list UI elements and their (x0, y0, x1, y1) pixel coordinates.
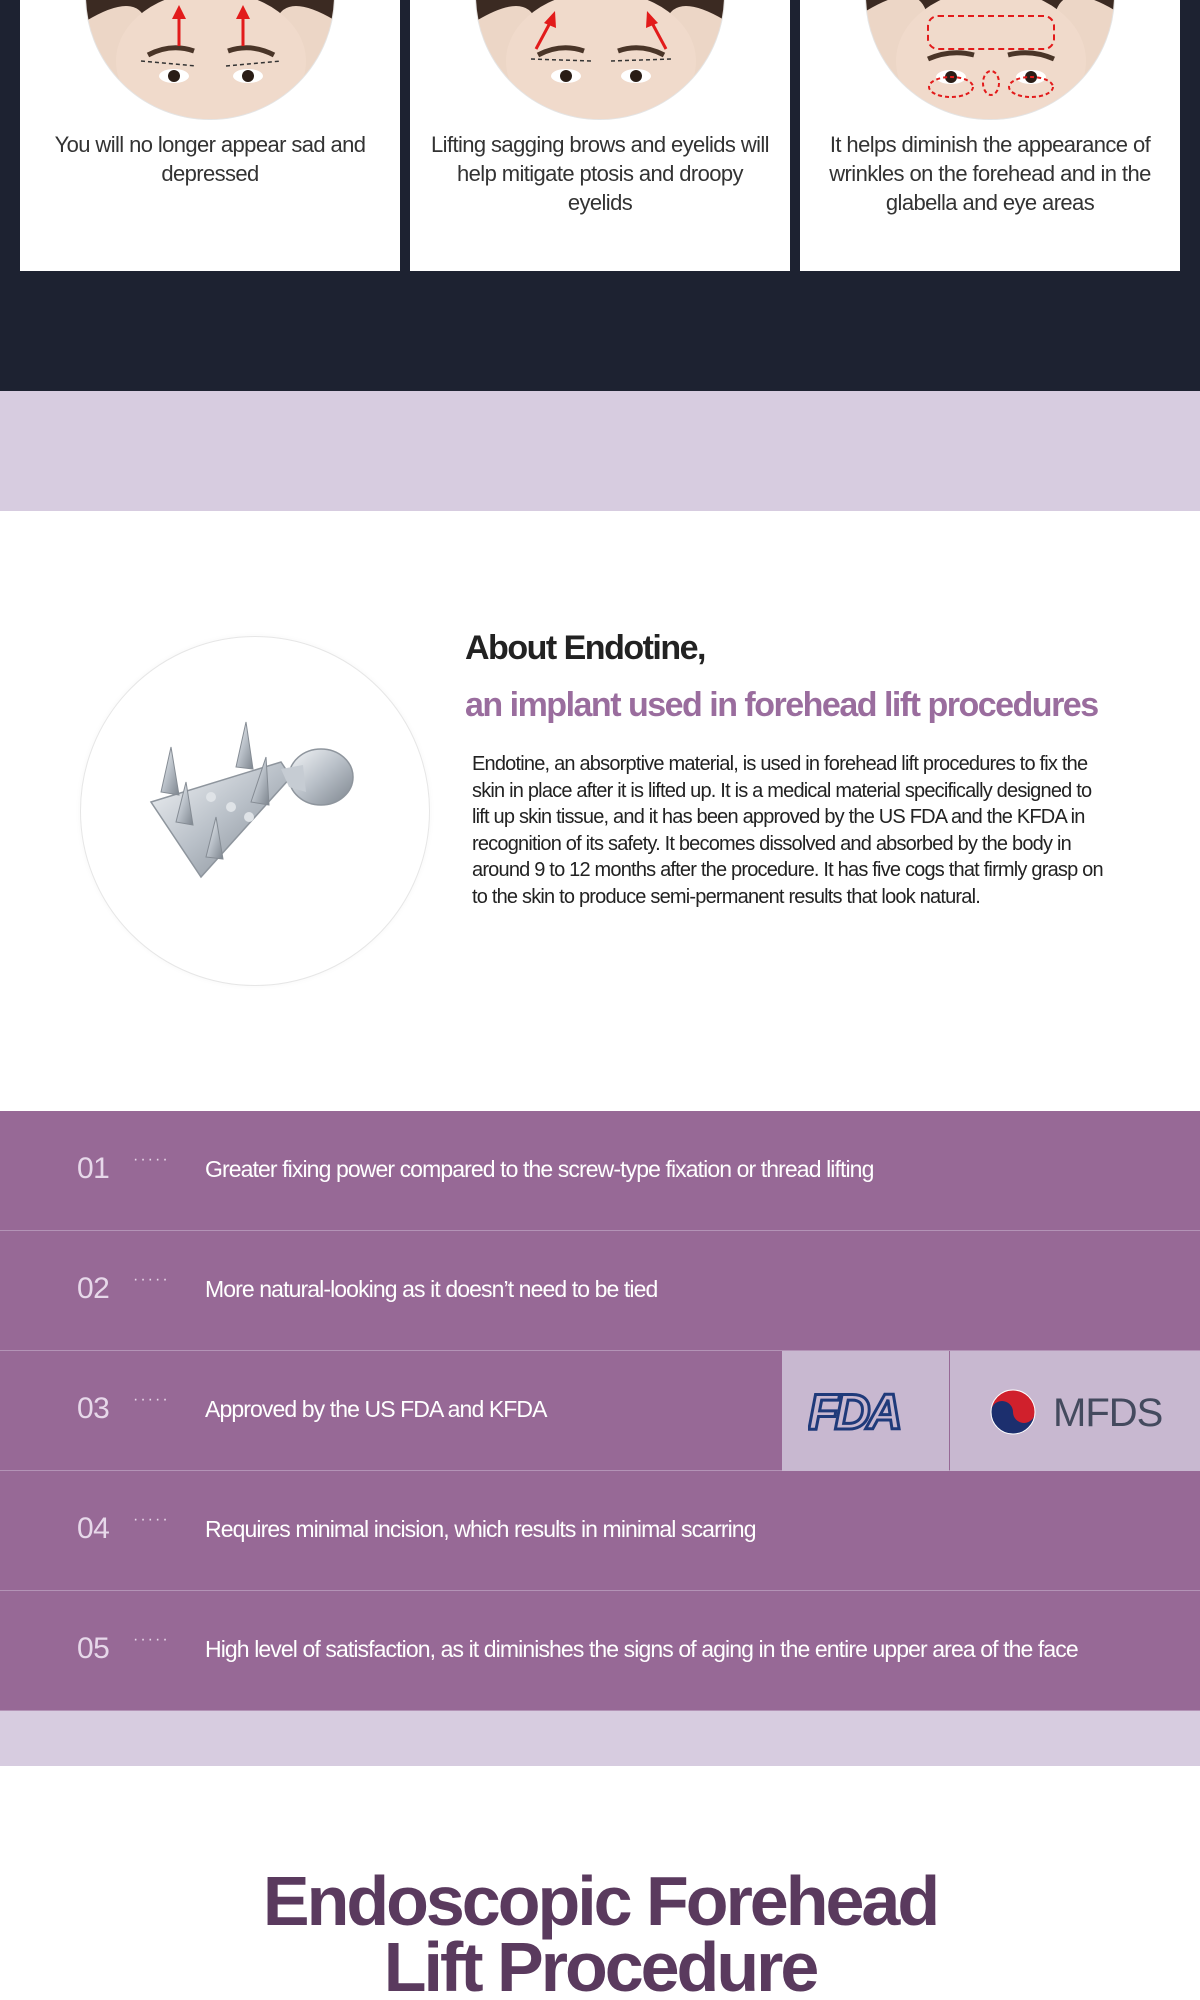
feature-number: 04 (77, 1512, 110, 1545)
benefit-card-wrinkles (800, 0, 1180, 271)
fda-logo-text: FDA (808, 1387, 899, 1435)
feature-row (0, 1351, 1200, 1471)
feature-text: Approved by the US FDA and KFDA (205, 1396, 547, 1422)
face-eyelid-lift-image (475, 0, 725, 120)
divider-stripe (0, 391, 1200, 511)
feature-dots: ····· (133, 1511, 170, 1528)
procedure-heading-line1: Endoscopic Forehead (262, 1862, 938, 1940)
benefit-caption: You will no longer appear sad and depressed (54, 132, 366, 186)
feature-number: 02 (77, 1272, 110, 1305)
mfds-logo-text: MFDS (1053, 1391, 1163, 1435)
korea-emblem-icon (990, 1389, 1036, 1435)
procedure-heading-line2: Lift Procedure (383, 1928, 817, 2000)
feature-dots: ····· (133, 1391, 170, 1408)
endotine-implant-image (80, 636, 430, 986)
feature-dots: ····· (133, 1271, 170, 1288)
about-subtitle: an implant used in forehead lift procedures (465, 686, 1098, 724)
procedure-heading (0, 1862, 1200, 2000)
benefit-caption: Lifting sagging brows and eyelids will help mitigate ptosis and droopy eyelids (431, 132, 769, 215)
about-title: About Endotine, (465, 629, 706, 667)
feature-dots: ····· (133, 1151, 170, 1168)
features-list (0, 1111, 1200, 1766)
feature-text: More natural-looking as it doesn’t need to be tied (205, 1276, 658, 1302)
feature-row (0, 1591, 1200, 1711)
fda-logo (782, 1351, 949, 1471)
fda-logo-icon (808, 1387, 923, 1435)
about-endotine-section (0, 511, 1200, 1111)
benefit-card-ptosis (410, 0, 790, 271)
feature-text: Requires minimal incision, which results in minimal scarring (205, 1516, 756, 1542)
feature-text: Greater fixing power compared to the screw-type fixation or thread lifting (205, 1156, 874, 1182)
face-wrinkle-image (865, 0, 1115, 120)
benefit-caption: It helps diminish the appearance of wrinkles on the forehead and in the glabella and eye areas (829, 132, 1151, 215)
face-brow-lift-image (85, 0, 335, 120)
feature-row (0, 1471, 1200, 1591)
implant-icon (131, 707, 381, 907)
feature-number: 03 (77, 1392, 110, 1425)
feature-dots: ····· (133, 1631, 170, 1648)
benefit-card-sad-look (20, 0, 400, 271)
feature-row (0, 1231, 1200, 1351)
mfds-logo (950, 1351, 1200, 1471)
feature-text: High level of satisfaction, as it diminishes the signs of aging in the entire upper area of the face (205, 1636, 1078, 1662)
feature-row (0, 1111, 1200, 1231)
feature-number: 05 (77, 1632, 110, 1665)
about-description: Endotine, an absorptive material, is used in forehead lift procedures to fix the skin in place after it is lifted up. It is a medical material specifically designed to lift up skin tissue, and it has been approved by the US FDA and the KFDA in recognition of its safety. It becomes dissolved and absorbed by the body in around 9 to 12 months after the procedure. It has five cogs that firmly grasp on to the skin to produce semi-permanent results that look natural. (472, 753, 1103, 908)
benefits-section (0, 0, 1200, 391)
feature-number: 01 (77, 1152, 110, 1185)
